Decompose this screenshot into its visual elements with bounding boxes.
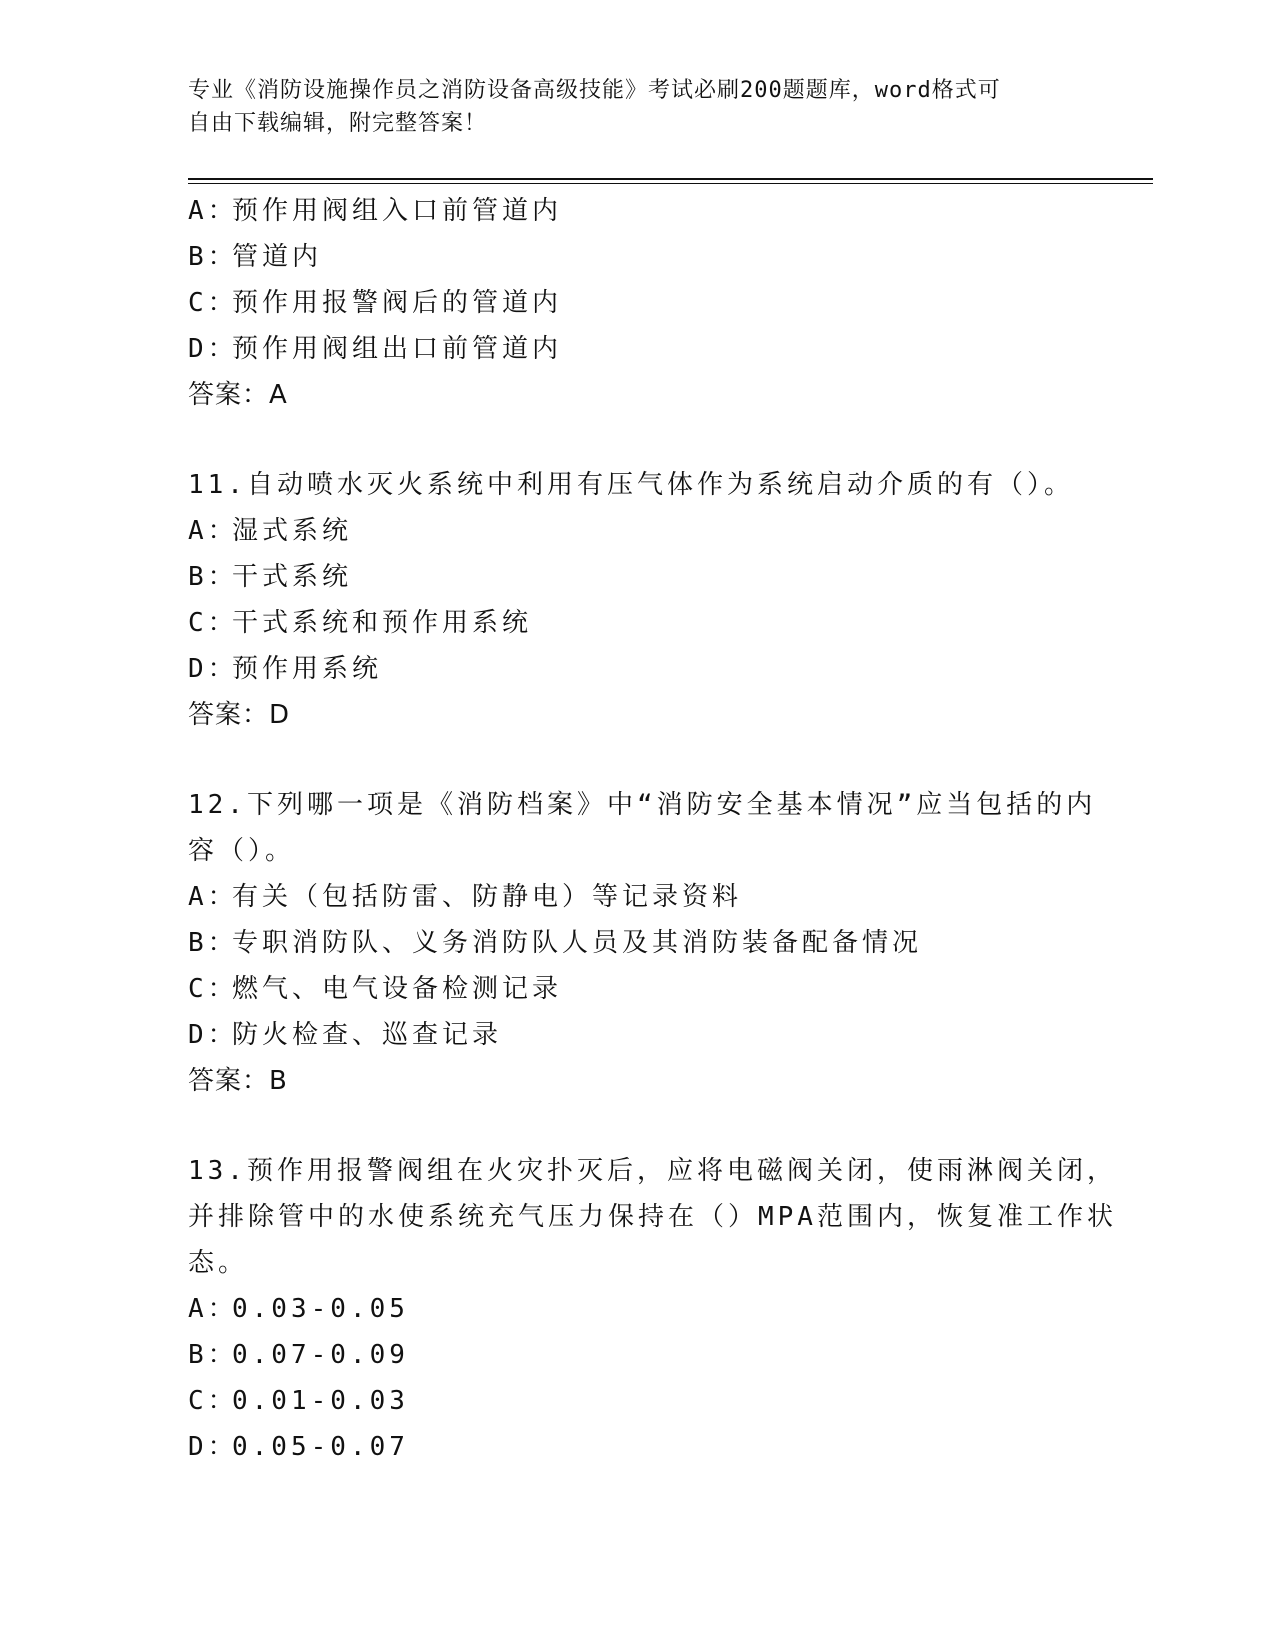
option-a — [188, 874, 1088, 920]
option-a — [188, 1286, 1088, 1332]
option-letter: C： — [188, 288, 238, 318]
header-line-2: 自由下载编辑，附完整答案！ — [188, 111, 488, 136]
option-b — [188, 554, 1088, 600]
option-letter: C： — [188, 1386, 238, 1416]
option-text: 预作用阀组出口前管道内 — [232, 334, 563, 364]
option-b — [188, 920, 1088, 966]
header-line-1: 专业《消防设施操作员之消防设备高级技能》考试必刷200题题库，word格式可 — [188, 78, 1001, 103]
option-text: 预作用系统 — [232, 654, 383, 684]
question-stem-line-2: 并排除管中的水使系统充气压力保持在（）MPA范围内，恢复准工作状 — [188, 1202, 1117, 1232]
option-c — [188, 1378, 1088, 1424]
answer-line: 答案：B — [188, 1066, 288, 1096]
option-text: 有关（包括防雷、防静电）等记录资料 — [232, 882, 743, 912]
option-c — [188, 966, 1088, 1012]
option-d — [188, 1424, 1088, 1470]
option-letter: D： — [188, 1020, 238, 1050]
question-stem-line-2: 容（）。 — [188, 836, 296, 866]
option-letter: B： — [188, 928, 238, 958]
option-text: 0.07-0.09 — [232, 1340, 409, 1370]
document-header — [188, 74, 1088, 140]
option-letter: A： — [188, 516, 238, 546]
option-letter: A： — [188, 882, 238, 912]
question-stem-line-3: 态。 — [188, 1248, 249, 1278]
answer-line: 答案：D — [188, 700, 291, 730]
option-text: 干式系统和预作用系统 — [232, 608, 533, 638]
option-d — [188, 646, 1088, 692]
option-c — [188, 600, 1088, 646]
option-letter: A： — [188, 1294, 238, 1324]
option-letter: B： — [188, 562, 238, 592]
option-text: 管道内 — [232, 242, 323, 272]
option-b — [188, 1332, 1088, 1378]
option-text: 0.03-0.05 — [232, 1294, 409, 1324]
option-text: 预作用阀组入口前管道内 — [232, 196, 563, 226]
question-11 — [188, 462, 1088, 738]
option-letter: D： — [188, 654, 238, 684]
option-text: 专职消防队、义务消防队人员及其消防装备配备情况 — [232, 928, 923, 958]
option-letter: C： — [188, 608, 238, 638]
option-text: 湿式系统 — [232, 516, 353, 546]
question-12 — [188, 782, 1097, 1104]
option-letter: A： — [188, 196, 238, 226]
option-c — [188, 280, 1088, 326]
option-letter: D： — [188, 334, 238, 364]
option-letter: D： — [188, 1432, 238, 1462]
question-stem-line-1: 12.下列哪一项是《消防档案》中“消防安全基本情况”应当包括的内 — [188, 790, 1097, 820]
option-a — [188, 188, 1088, 234]
option-text: 预作用报警阀后的管道内 — [232, 288, 563, 318]
option-letter: C： — [188, 974, 238, 1004]
question-stem-line-1: 13.预作用报警阀组在火灾扑灭后，应将电磁阀关闭，使雨淋阀关闭， — [188, 1156, 1117, 1186]
option-letter: B： — [188, 1340, 238, 1370]
option-d — [188, 326, 1088, 372]
question-list — [188, 188, 1117, 1470]
option-text: 0.01-0.03 — [232, 1386, 409, 1416]
option-text: 燃气、电气设备检测记录 — [232, 974, 563, 1004]
option-text: 0.05-0.07 — [232, 1432, 409, 1462]
option-b — [188, 234, 1088, 280]
header-divider-thick — [188, 178, 1153, 180]
option-d — [188, 1012, 1088, 1058]
question-10 — [188, 188, 1088, 418]
option-letter: B： — [188, 242, 238, 272]
question-stem: 11.自动喷水灭火系统中利用有压气体作为系统启动介质的有（）。 — [188, 470, 1074, 500]
header-divider-thin — [188, 183, 1153, 184]
option-a — [188, 508, 1088, 554]
option-text: 防火检查、巡查记录 — [232, 1020, 503, 1050]
option-text: 干式系统 — [232, 562, 353, 592]
answer-line: 答案：A — [188, 380, 288, 410]
question-13 — [188, 1148, 1117, 1470]
